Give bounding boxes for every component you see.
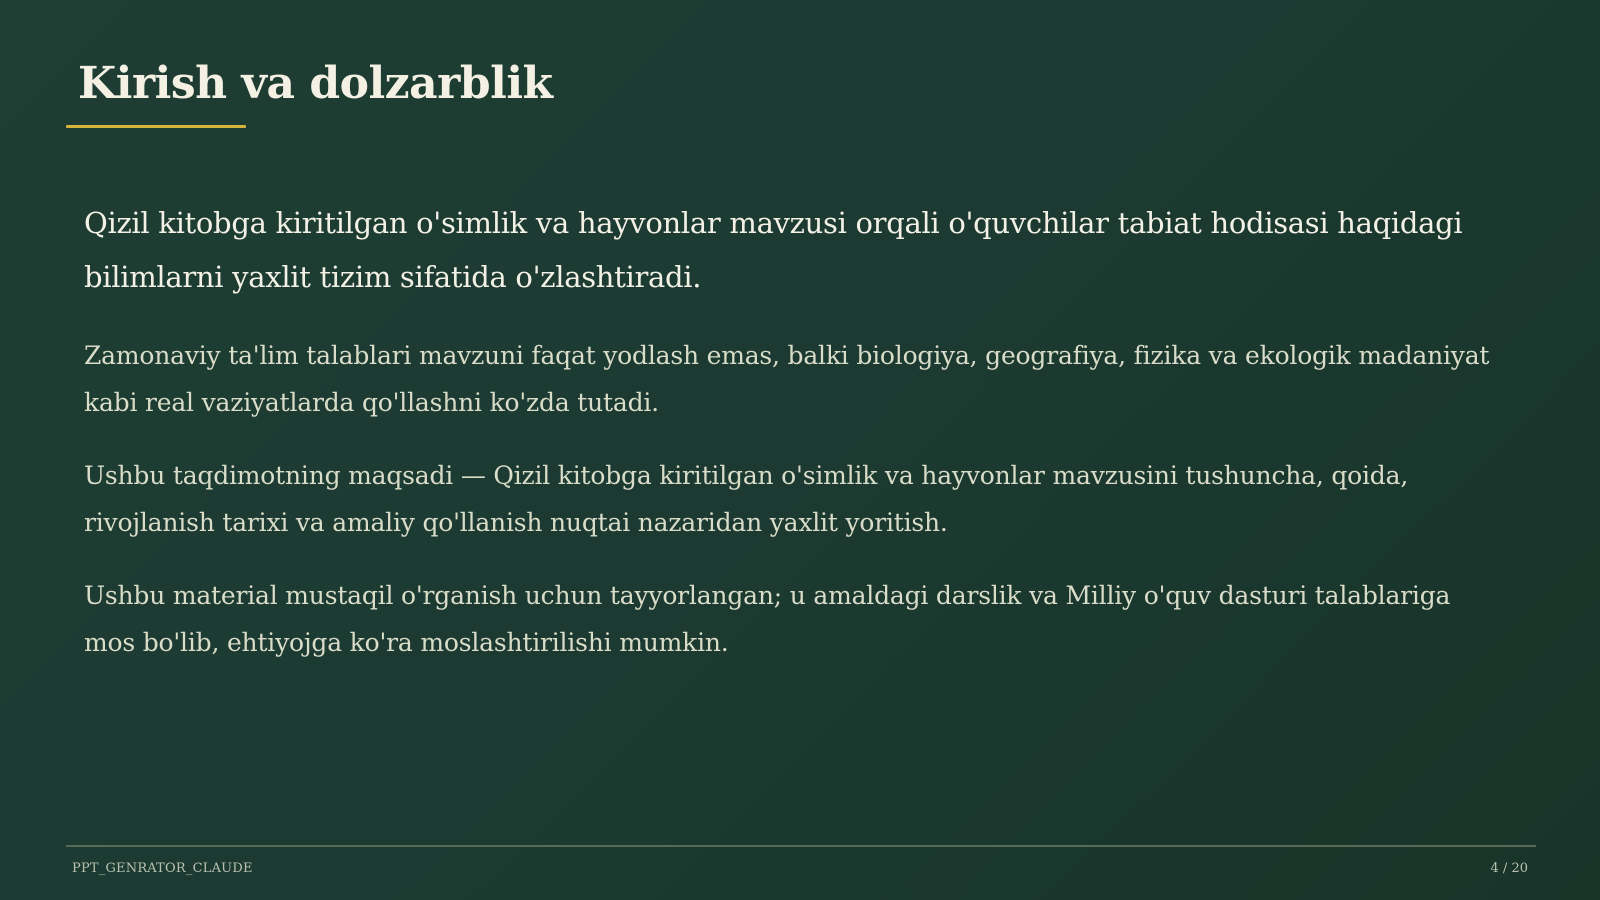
footer-brand-label: PPT_GENRATOR_CLAUDE xyxy=(72,861,253,876)
lead-paragraph: Qizil kitobga kiritilgan o'simlik va hayvonlar mavzusi orqali o'quvchilar tabiat hodisasi haqidagi bilimlarni yaxlit tizim sifatida o'zlashtiradi. xyxy=(84,206,1463,294)
body-paragraph-3: Ushbu material mustaqil o'rganish uchun tayyorlangan; u amaldagi darslik va Milliy o'quv dasturi talablariga mos bo'lib, ehtiyojga ko'ra moslashtirilishi mumkin. xyxy=(84,581,1451,657)
body-paragraph-2: Ushbu taqdimotning maqsadi — Qizil kitobga kiritilgan o'simlik va hayvonlar mavzusini tushuncha, qoida, rivojlanish tarixi va amaliy qo'llanish nuqtai nazaridan yaxlit yoritish. xyxy=(84,461,1409,537)
slide-content xyxy=(84,196,1504,692)
title-accent-underline xyxy=(66,125,246,128)
body-paragraph-1: Zamonaviy ta'lim talablari mavzuni faqat yodlash emas, balki biologiya, geografiya, fizika va ekologik madaniyat kabi real vaziyatlarda qo'llashni ko'zda tutadi. xyxy=(84,341,1490,417)
slide-page-number: 4 / 20 xyxy=(1490,861,1528,876)
slide-title: Kirish va dolzarblik xyxy=(78,58,553,109)
footer-divider xyxy=(66,845,1536,847)
